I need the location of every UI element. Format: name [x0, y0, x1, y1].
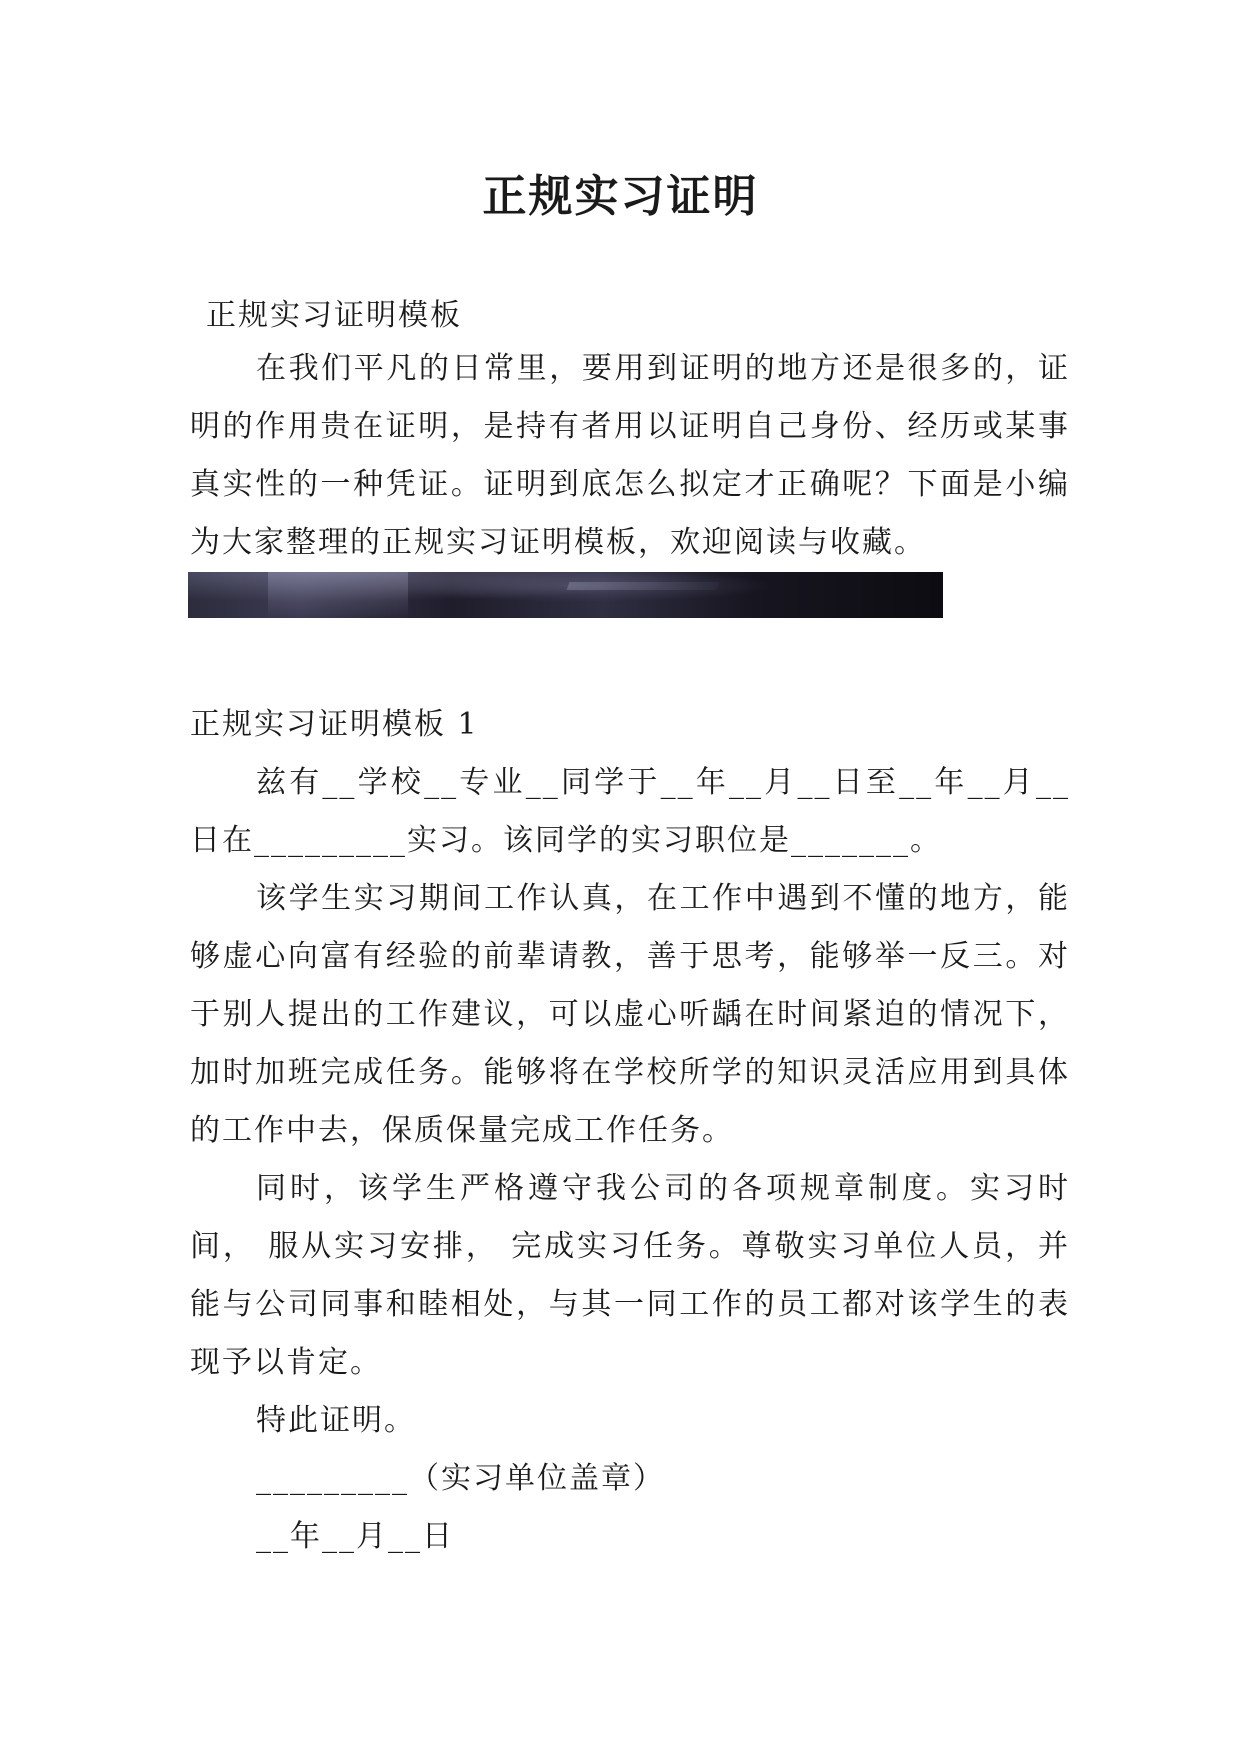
paragraph-1: 兹有__学校__专业__同学于__年__月__日至__年__月__日在_________实习。该同学的实习职位是_______。: [190, 765, 1070, 858]
date-line: __年__月__日: [256, 1519, 454, 1554]
document-subtitle: 正规实习证明模板: [206, 298, 462, 333]
paragraph-3: 同时，该学生严格遵守我公司的各项规章制度。实习时间， 服从实习安排， 完成实习任务。尊敬实习单位人员，并能与公司同事和睦相处，与其一同工作的员工都对该学生的表现予以肯定。: [190, 1171, 1070, 1380]
intro-paragraph: 在我们平凡的日常里，要用到证明的地方还是很多的，证明的作用贵在证明，是持有者用以证明自己身份、经历或某事真实性的一种凭证。证明到底怎么拟定才正确呢？下面是小编为大家整理的正规实习证明模板，欢迎阅读与收藏。: [190, 351, 1070, 560]
document-title: 正规实习证明: [482, 171, 759, 222]
paragraph-2: 该学生实习期间工作认真，在工作中遇到不懂的地方，能够虚心向富有经验的前辈请教，善于思考，能够举一反三。对于别人提出的工作建议，可以虚心听龋在时间紧迫的情况下，加时加班完成任务。能够将在学校所学的知识灵活应用到具体的工作中去，保质保量完成工作任务。: [190, 881, 1070, 1148]
closing-text: 特此证明。: [256, 1403, 416, 1438]
cropped-photo: [188, 572, 943, 618]
seal-line: _________（实习单位盖章）: [256, 1461, 665, 1496]
section-heading: 正规实习证明模板 1: [190, 707, 479, 742]
